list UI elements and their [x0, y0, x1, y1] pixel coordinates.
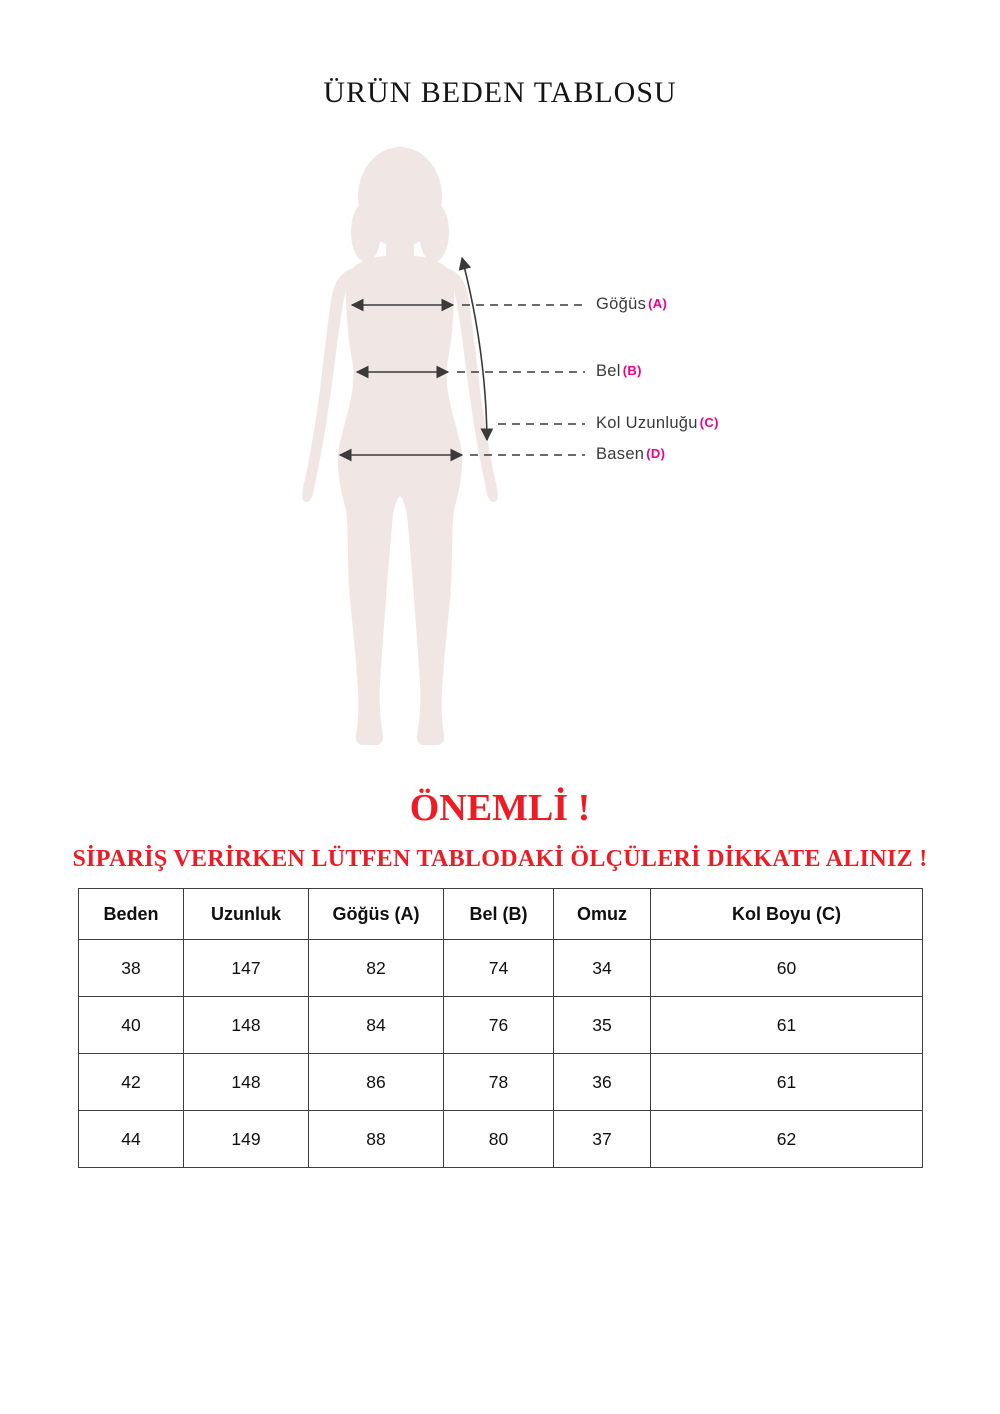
measurement-label-hip [596, 445, 665, 464]
body-silhouette [302, 147, 498, 745]
warning-heading: ÖNEMLİ ! [409, 787, 591, 829]
table-cell: 88 [309, 1111, 444, 1168]
table-row [79, 940, 923, 997]
measurement-label-chest [596, 295, 667, 314]
label-text: Basen [596, 445, 645, 463]
table-header-cell: Beden [79, 889, 184, 940]
table-cell: 80 [444, 1111, 554, 1168]
table-cell: 86 [309, 1054, 444, 1111]
table-cell: 37 [554, 1111, 651, 1168]
table-header-cell: Bel (B) [444, 889, 554, 940]
size-table [78, 888, 923, 1168]
label-text: Bel [596, 362, 621, 380]
label-text: Göğüs [596, 295, 647, 313]
table-cell: 84 [309, 997, 444, 1054]
label-code: (D) [646, 446, 666, 461]
table-row [79, 997, 923, 1054]
table-header-cell: Kol Boyu (C) [651, 889, 923, 940]
table-cell: 61 [651, 997, 923, 1054]
table-cell: 149 [184, 1111, 309, 1168]
label-code: (C) [699, 415, 719, 430]
table-cell: 147 [184, 940, 309, 997]
table-cell: 60 [651, 940, 923, 997]
measurement-label-waist [596, 362, 642, 381]
table-header-row [79, 889, 923, 940]
table-header-cell: Göğüs (A) [309, 889, 444, 940]
table-cell: 148 [184, 1054, 309, 1111]
table-cell: 40 [79, 997, 184, 1054]
page-title: ÜRÜN BEDEN TABLOSU [323, 76, 677, 109]
table-cell: 82 [309, 940, 444, 997]
table-cell: 42 [79, 1054, 184, 1111]
table-row [79, 1054, 923, 1111]
table-cell: 74 [444, 940, 554, 997]
table-cell: 148 [184, 997, 309, 1054]
table-row [79, 1111, 923, 1168]
label-code: (A) [648, 296, 668, 311]
table-cell: 35 [554, 997, 651, 1054]
measurement-label-arm-length [596, 414, 719, 433]
table-cell: 38 [79, 940, 184, 997]
warning-subheading: SİPARİŞ VERİRKEN LÜTFEN TABLODAKİ ÖLÇÜLERİ DİKKATE ALINIZ ! [72, 846, 928, 872]
table-cell: 34 [554, 940, 651, 997]
table-cell: 36 [554, 1054, 651, 1111]
label-code: (B) [622, 363, 642, 378]
label-text: Kol Uzunluğu [596, 414, 698, 432]
table-cell: 76 [444, 997, 554, 1054]
table-cell: 44 [79, 1111, 184, 1168]
table-cell: 61 [651, 1054, 923, 1111]
table-header-cell: Uzunluk [184, 889, 309, 940]
table-cell: 78 [444, 1054, 554, 1111]
table-cell: 62 [651, 1111, 923, 1168]
table-header-cell: Omuz [554, 889, 651, 940]
